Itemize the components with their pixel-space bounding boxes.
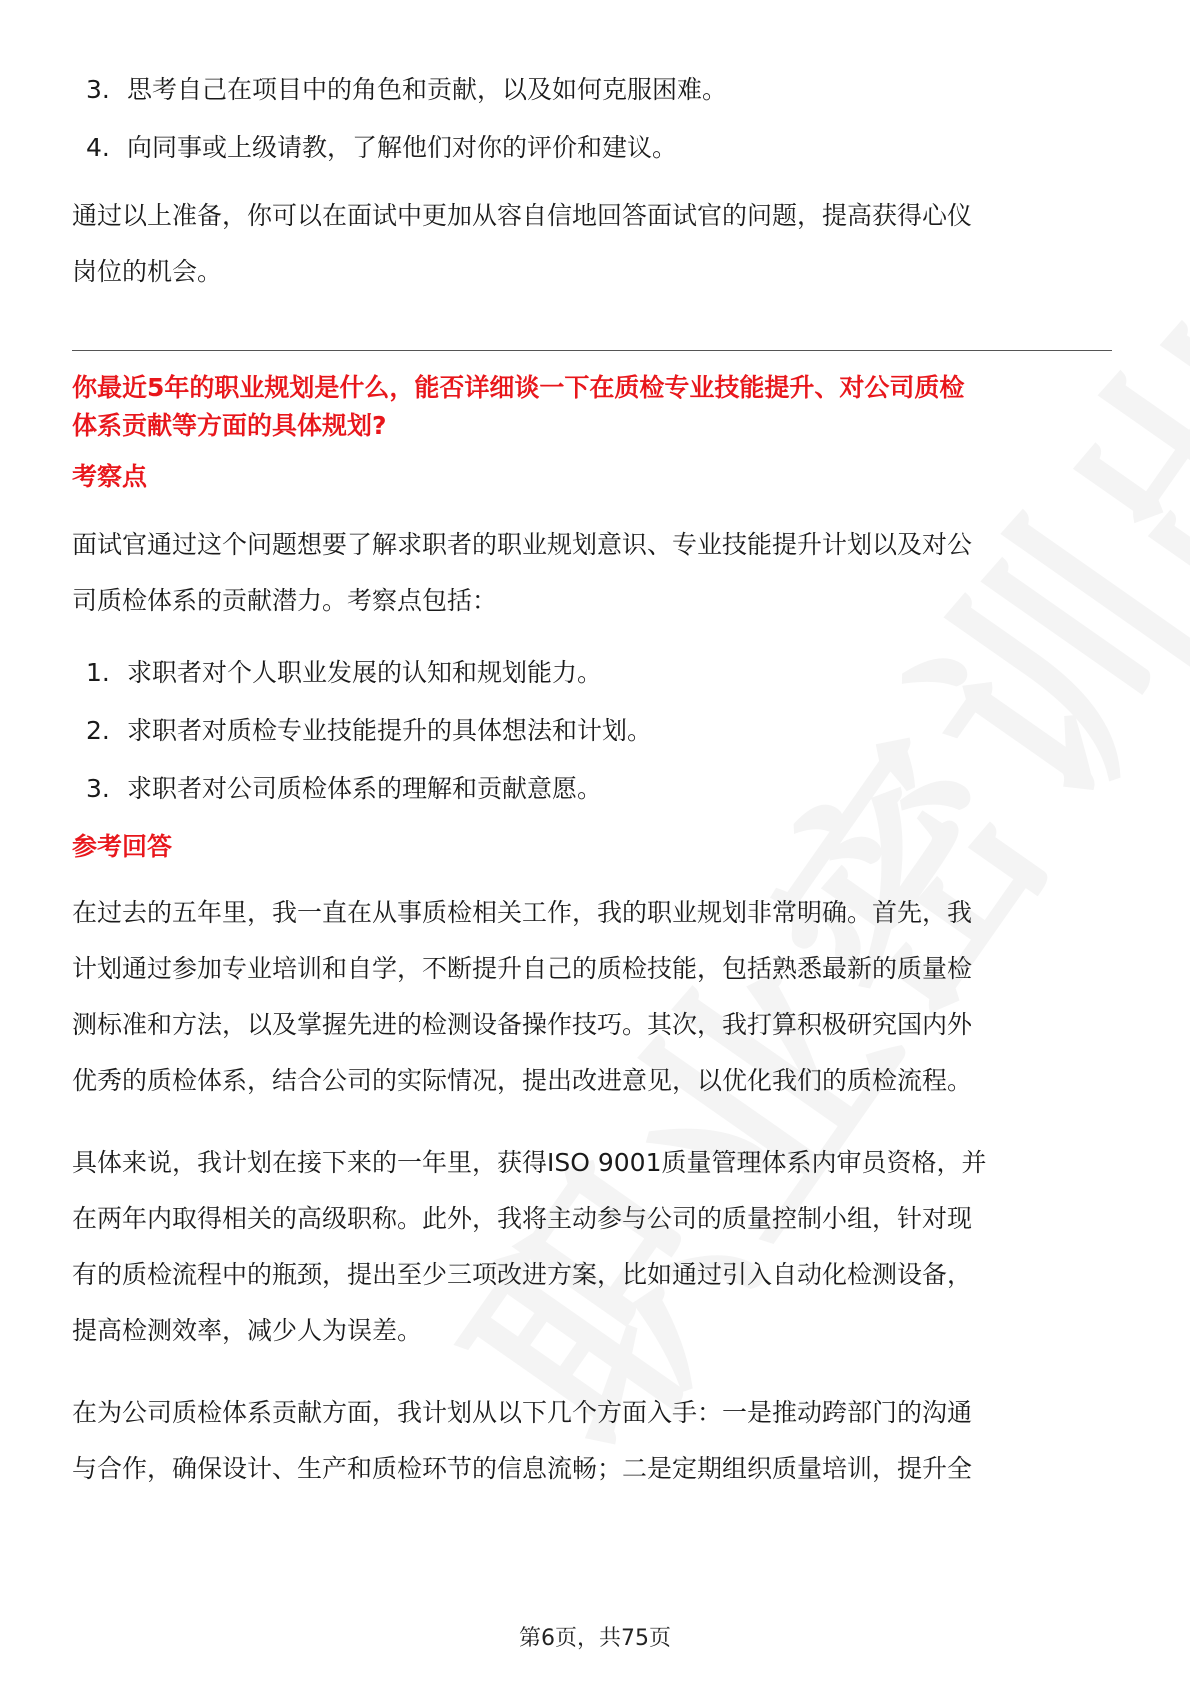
list-item: 3. 思考自己在项目中的角色和贡献，以及如何克服困难。 (86, 75, 728, 104)
answer-heading: 参考回答 (72, 832, 173, 861)
intro-paragraph: 通过以上准备，你可以在面试中更加从容自信地回答面试官的问题，提高获得心仪 岗位的机会。 (72, 201, 973, 286)
page-content (72, 72, 1122, 1497)
answer-paragraph-1: 在过去的五年里，我一直在从事质检相关工作，我的职业规划非常明确。首先，我 计划通过参加专业培训和自学，不断提升自己的质检技能，包括熟悉最新的质量检 测标准和方法，以及掌握先进的检测设备操作技巧。其次，我打算积极研究国内外 优秀的质检体系，结合公司的实际情况，提出改进意见，以优化我们的质检流程。 (72, 898, 973, 1095)
list-item: 1. 求职者对个人职业发展的认知和规划能力。 (86, 658, 603, 687)
list-item: 4. 向同事或上级请教，了解他们对你的评价和建议。 (86, 133, 678, 162)
inspect-paragraph: 面试官通过这个问题想要了解求职者的职业规划意识、专业技能提升计划以及对公 司质检体系的贡献潜力。考察点包括： (72, 530, 973, 615)
inspect-heading: 考察点 (72, 462, 148, 491)
section-divider (72, 350, 1112, 351)
question-title: 你最近5年的职业规划是什么，能否详细谈一下在质检专业技能提升、对公司质检 体系贡献等方面的具体规划? (72, 373, 965, 440)
list-item: 3. 求职者对公司质检体系的理解和贡献意愿。 (86, 774, 603, 803)
list-item: 2. 求职者对质检专业技能提升的具体想法和计划。 (86, 716, 653, 745)
inspect-numbered-list (72, 655, 1122, 807)
answer-paragraph-2: 具体来说，我计划在接下来的一年里，获得ISO 9001质量管理体系内审员资格，并 在两年内取得相关的高级职称。此外，我将主动参与公司的质量控制小组，针对现 有的质检流程中的瓶颈，提出至少三项改进方案，比如通过引入自动化检测设备， 提高检测效率，减少人为误差。 (72, 1148, 987, 1345)
top-numbered-list (72, 72, 1122, 166)
page-footer: 第6页，共75页 (519, 1626, 671, 1651)
answer-paragraph-3: 在为公司质检体系贡献方面，我计划从以下几个方面入手：一是推动跨部门的沟通 与合作，确保设计、生产和质检环节的信息流畅；二是定期组织质量培训，提升全 (72, 1398, 973, 1483)
